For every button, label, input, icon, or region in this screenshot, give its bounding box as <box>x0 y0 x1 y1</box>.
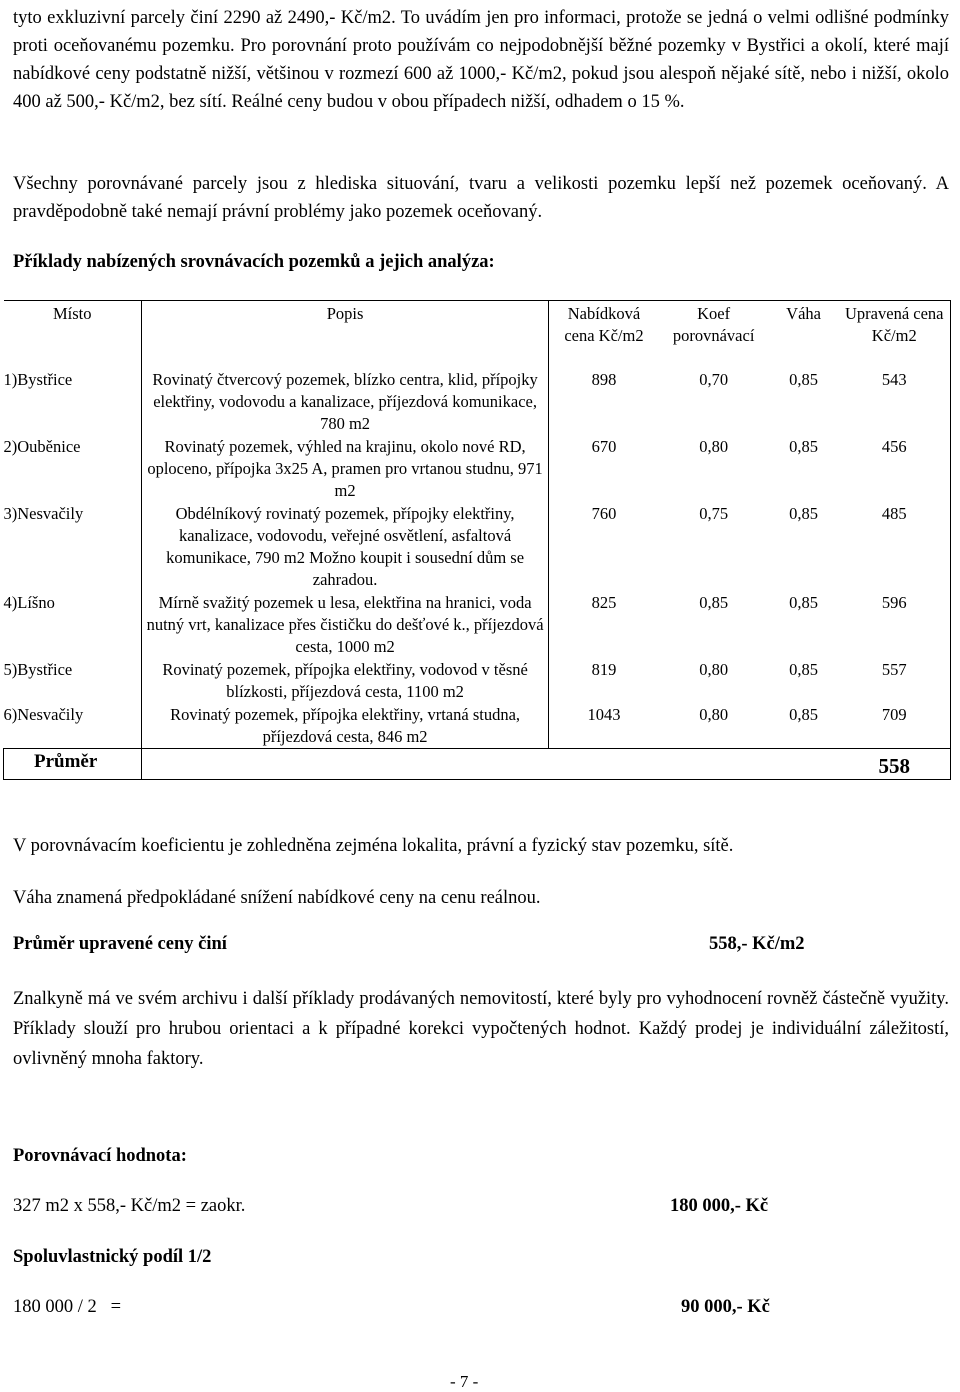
row-adjusted-price: 485 <box>839 503 951 592</box>
share-value: 90 000,- Kč <box>681 1297 770 1317</box>
row-description: Mírně svažitý pozemek u lesa, elektřina na hranici, voda nutný vrt, kanalizace přes čističku do dešťové k., příjezdová cesta, 1000 m2 <box>141 592 548 659</box>
row-adjusted-price: 456 <box>839 436 951 503</box>
row-place: 3)Nesvačily <box>3 504 84 523</box>
row-adjusted-price: 709 <box>839 704 951 749</box>
coef-note: V porovnávacím koeficientu je zohledněna zejména lokalita, právní a fyzický stav pozemku, sítě. <box>13 836 734 856</box>
calculation-value: 180 000,- Kč <box>670 1196 769 1216</box>
calculation-text: 327 m2 x 558,- Kč/m2 = zaokr. <box>13 1196 246 1216</box>
row-description: Rovinatý pozemek, přípojka elektřiny, vodovod v těsné blízkosti, příjezdová cesta, 1100 m2 <box>141 659 548 704</box>
row-weight: 0,85 <box>789 660 818 679</box>
row-description: Rovinatý pozemek, výhled na krajinu, okolo nové RD, oploceno, přípojka 3x25 A, pramen pro vrtanou studnu, 971 m2 <box>141 436 548 503</box>
row-place: 4)Líšno <box>3 593 55 612</box>
average-value: 558 <box>839 749 951 780</box>
table-row <box>4 592 951 659</box>
row-coef: 0,70 <box>699 370 729 389</box>
header-place: Místo <box>4 301 142 370</box>
share-calculation-text: 180 000 / 2 = <box>13 1297 122 1317</box>
row-description: Obdélníkový rovinatý pozemek, přípojky elektřiny, kanalizace, vodovodu, veřejné osvětlení, asfaltová komunikace, 790 m2 Možno koupit i sousední dům se zahradou. <box>141 503 548 592</box>
row-offer-price: 825 <box>591 593 617 612</box>
average-result-label: Průměr upravené ceny činí <box>13 934 227 954</box>
row-coef: 0,80 <box>699 705 729 724</box>
row-weight: 0,85 <box>789 437 818 456</box>
table-row <box>4 436 951 503</box>
row-weight: 0,85 <box>789 705 818 724</box>
row-coef: 0,85 <box>699 593 729 612</box>
intro-paragraph: tyto exkluzivní parcely činí 2290 až 2490,- Kč/m2. To uvádím jen pro informaci, protože se jedná o velmi odlišné podmínky proti oceňovanému pozemku. Pro porovnání proto používám co nejpodobnější běžné pozemky v Bystřici a okolí, které mají nabídkové ceny podstatně nižší, většinou v rozmezí 600 až 1000,- Kč/m2, pokud jsou alespoň nějaké sítě, nebo i nižší, okolo 400 až 500,- Kč/m2, bez sítí. Reálné ceny budou v obou případech nižší, odhadem o 15 %. <box>13 8 949 112</box>
examples-heading: Příklady nabízených srovnávacích pozemků a jejich analýza: <box>13 252 495 272</box>
row-offer-price: 670 <box>591 437 617 456</box>
row-offer-price: 898 <box>591 370 617 389</box>
row-weight: 0,85 <box>789 504 818 523</box>
row-adjusted-price: 543 <box>839 369 951 436</box>
row-coef: 0,80 <box>699 660 729 679</box>
header-coef: Koef porovnávací <box>659 301 769 370</box>
average-spacer <box>141 749 838 780</box>
archive-paragraph: Znalkyně má ve svém archivu i další příklady prodávaných nemovitostí, které byly pro vyhodnocení rovněž částečně využity. Příklady slouží pro hrubou orientaci a k případné korekci vypočtených hodnot. Každý prodej je individuální záležitostí, ovlivněný mnoha faktory. <box>13 989 949 1069</box>
page-number: - 7 - <box>450 1372 479 1391</box>
comparison-paragraph: Všechny porovnávané parcely jsou z hlediska situování, tvaru a velikosti pozemku lepší než pozemek oceňovaný. A pravděpodobně také nemají právní problémy jako pozemek oceňovaný. <box>13 174 949 222</box>
row-place: 2)Ouběnice <box>3 437 81 456</box>
header-offer-price: Nabídková cena Kč/m2 <box>549 301 659 370</box>
row-adjusted-price: 596 <box>839 592 951 659</box>
table-row <box>4 503 951 592</box>
average-result-value: 558,- Kč/m2 <box>709 934 805 954</box>
table-header-row <box>4 301 951 370</box>
row-place: 6)Nesvačily <box>3 705 84 724</box>
row-weight: 0,85 <box>789 593 818 612</box>
row-description: Rovinatý čtvercový pozemek, blízko centra, klid, přípojky elektřiny, vodovodu a kanalizace, příjezdová komunikace, 780 m2 <box>141 369 548 436</box>
row-place: 1)Bystřice <box>3 370 73 389</box>
comparison-table <box>3 300 951 780</box>
table-row <box>4 369 951 436</box>
row-offer-price: 760 <box>591 504 617 523</box>
row-adjusted-price: 557 <box>839 659 951 704</box>
table-row <box>4 704 951 749</box>
table-row <box>4 659 951 704</box>
average-label: Průměr <box>4 749 142 780</box>
average-row <box>4 749 951 780</box>
row-weight: 0,85 <box>789 370 818 389</box>
header-weight: Váha <box>769 301 839 370</box>
row-coef: 0,80 <box>699 437 729 456</box>
header-adjusted-price: Upravená cena Kč/m2 <box>839 301 951 370</box>
comparative-value-heading: Porovnávací hodnota: <box>13 1146 187 1166</box>
header-description: Popis <box>141 301 548 370</box>
row-coef: 0,75 <box>699 504 729 523</box>
row-offer-price: 1043 <box>587 705 621 724</box>
share-heading: Spoluvlastnický podíl 1/2 <box>13 1247 212 1267</box>
row-place: 5)Bystřice <box>3 660 73 679</box>
weight-note: Váha znamená předpokládané snížení nabídkové ceny na cenu reálnou. <box>13 888 541 908</box>
row-offer-price: 819 <box>591 660 617 679</box>
row-description: Rovinatý pozemek, přípojka elektřiny, vrtaná studna, příjezdová cesta, 846 m2 <box>141 704 548 749</box>
